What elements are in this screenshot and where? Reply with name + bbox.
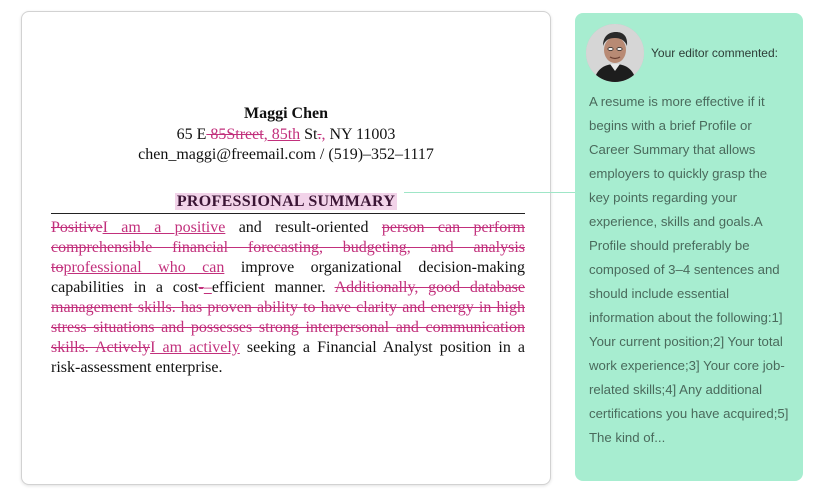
summary-deletion-3[interactable]: - bbox=[198, 279, 204, 296]
address-deletion-2[interactable]: . bbox=[317, 126, 322, 143]
summary-insertion-4[interactable]: I am actively bbox=[150, 339, 240, 356]
address-prefix: 65 E bbox=[176, 126, 207, 143]
address-suffix: NY 11003 bbox=[325, 126, 396, 143]
address-insertion-2[interactable]: , bbox=[321, 126, 326, 143]
resume-contact: chen_maggi@freemail.com / (519)–352–1117 bbox=[138, 146, 434, 163]
section-rule bbox=[51, 213, 525, 214]
summary-insertion-1[interactable]: I am a positive bbox=[102, 219, 226, 236]
resume-document bbox=[21, 11, 551, 485]
section-heading[interactable] bbox=[22, 193, 550, 211]
summary-insertion-2[interactable]: professional who can bbox=[63, 259, 225, 276]
editor-avatar-icon bbox=[586, 24, 644, 82]
resume-name: Maggi Chen bbox=[244, 105, 328, 122]
comment-connector-line bbox=[404, 192, 576, 193]
summary-deletion-1[interactable]: Positive bbox=[51, 219, 103, 236]
address-insertion[interactable]: , 85th bbox=[263, 126, 301, 143]
summary-paragraph bbox=[51, 218, 525, 378]
summary-insertion-3[interactable]: – bbox=[203, 279, 212, 296]
resume-address bbox=[22, 126, 550, 144]
summary-text-4: seeking a Financial Analyst position in a risk-assessment enterprise. bbox=[51, 339, 526, 376]
summary-text-1: and result-oriented bbox=[225, 219, 382, 236]
summary-deletion-2[interactable]: person can perform comprehensible financial forecasting, budgeting, and analysis to bbox=[51, 219, 525, 276]
summary-deletion-4[interactable]: Additionally, good database management skills. has proven ability to have clarity and energy in high stress situations and possesses strong interpersonal and communication skills. Actively bbox=[51, 279, 526, 356]
section-title[interactable]: PROFESSIONAL SUMMARY bbox=[176, 193, 396, 210]
editor-comment-panel bbox=[575, 13, 803, 481]
summary-text-2: improve organizational decision-making capabilities in a cost bbox=[51, 259, 525, 296]
editor-label: Your editor commented: bbox=[651, 46, 778, 60]
editor-comment-text: A resume is more effective if it begins with a brief Profile or Career Summary that allows employers to quickly grasp the key points regarding your experience, skills and goals.A Profile should preferably be composed of 3–4 sentences and should include essential information about the following:1] Your current position;2] Your total work experience;3] Your core job-related skills;4] Any additional certifications you have acquired;5] The kind of... bbox=[589, 94, 789, 445]
address-deletion[interactable]: 85Street bbox=[206, 126, 264, 143]
summary-text-3: efficient manner. bbox=[211, 279, 335, 296]
address-mid: St bbox=[300, 126, 318, 143]
